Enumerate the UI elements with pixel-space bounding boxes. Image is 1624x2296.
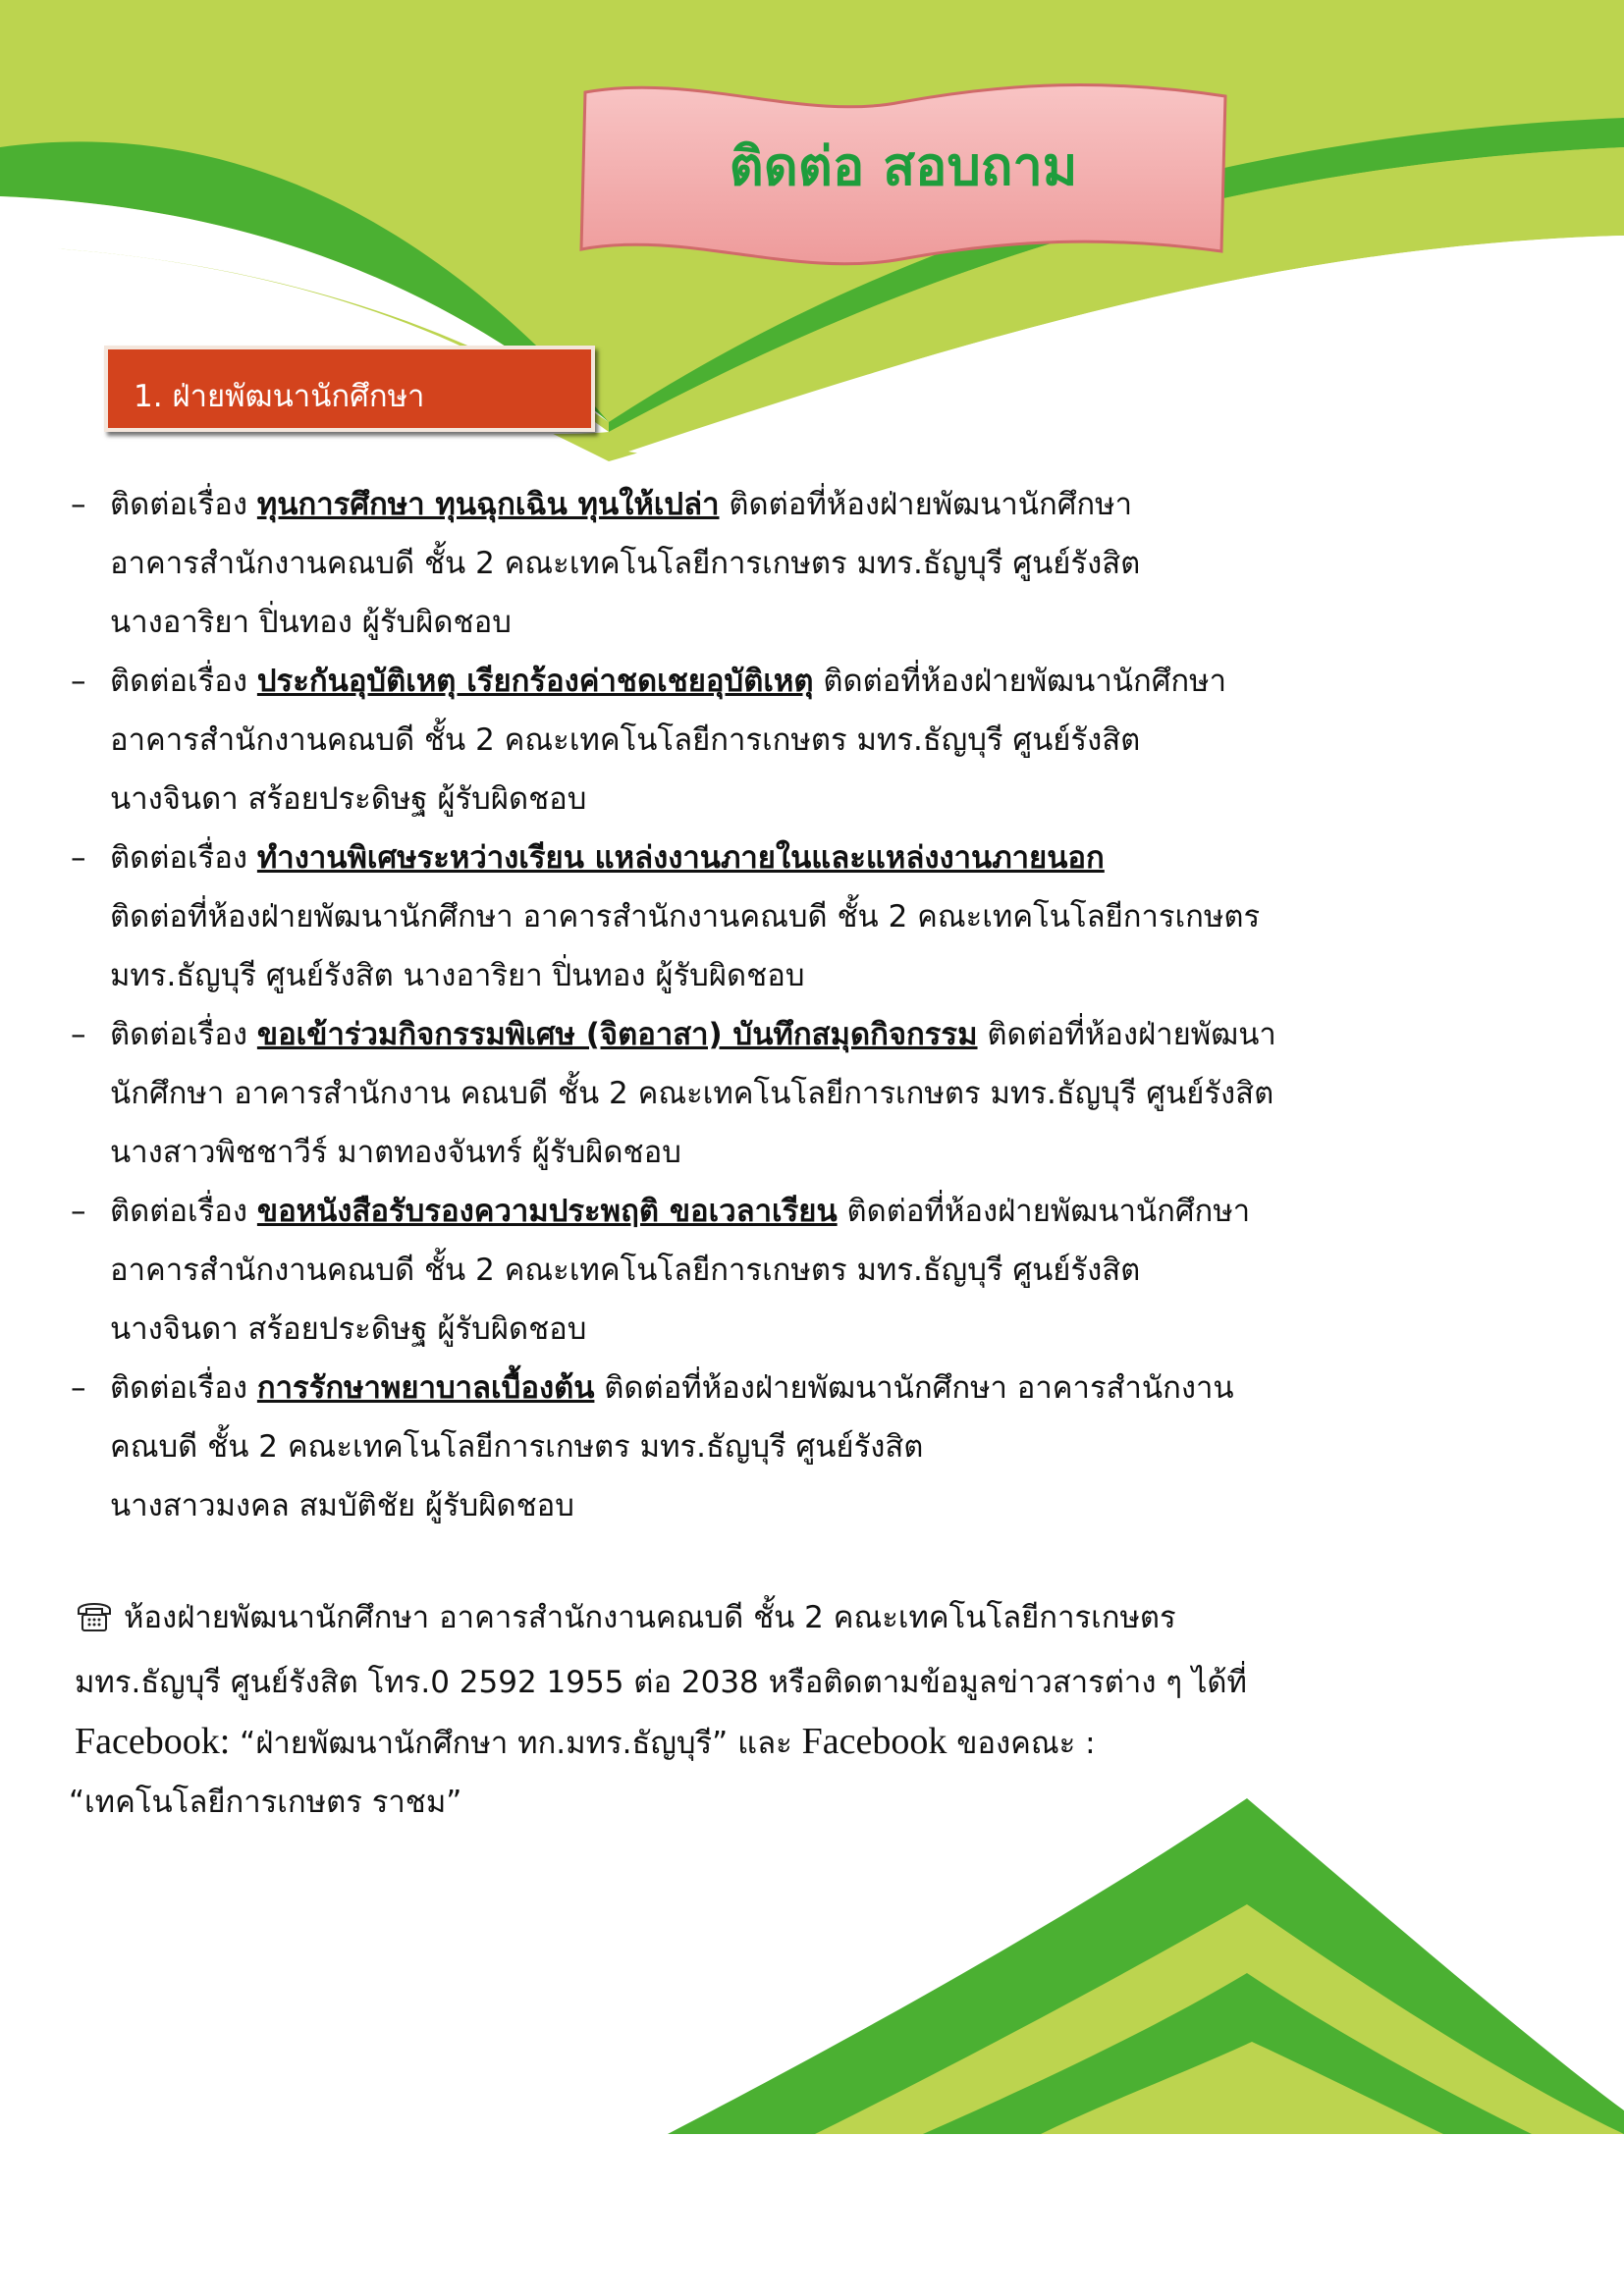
item-line-1 xyxy=(110,1359,1583,1417)
item-topic: ทำงานพิเศษระหว่างเรียน แหล่งงานภายในและแหล่งงานภายนอก xyxy=(256,840,1105,876)
item-line-2: ติดต่อที่ห้องฝ่ายพัฒนานักศึกษา อาคารสำนักงานคณบดี ชั้น 2 คณะเทคโนโลยีการเกษตร xyxy=(110,899,1261,934)
contact-text-1: ห้องฝ่ายพัฒนานักศึกษา อาคารสำนักงานคณบดี ชั้น 2 คณะเทคโนโลยีการเกษตร xyxy=(124,1600,1176,1635)
title-banner xyxy=(577,82,1229,289)
item-line-3: นางสาวมงคล สมบัติชัย ผู้รับผิดชอบ xyxy=(110,1488,574,1523)
item-line-1 xyxy=(110,652,1583,711)
list-dash: – xyxy=(71,664,86,699)
list-item xyxy=(71,475,1583,652)
item-line-3: นางจินดา สร้อยประดิษฐ ผู้รับผิดชอบ xyxy=(110,781,587,817)
item-lead: ติดต่อเรื่อง xyxy=(110,664,248,699)
list-dash: – xyxy=(71,1017,86,1052)
item-topic: การรักษาพยาบาลเบื้องต้น xyxy=(256,1370,595,1406)
item-topic: ประกันอุบัติเหตุ เรียกร้องค่าชดเชยอุบัติเหตุ xyxy=(256,664,814,699)
facebook-label-2: Facebook xyxy=(801,1721,947,1762)
item-line-2: อาคารสำนักงานคณบดี ชั้น 2 คณะเทคโนโลยีการเกษตร มทร.ธัญบุรี ศูนย์รังสิต xyxy=(110,722,1141,758)
facebook-label: Facebook: xyxy=(75,1721,231,1762)
contact-line-3 xyxy=(75,1712,1587,1773)
item-lead: ติดต่อเรื่อง xyxy=(110,1370,248,1406)
item-line-3: นางอาริยา ปิ่นทอง ผู้รับผิดชอบ xyxy=(110,605,512,640)
item-line-3: นางสาวพิชชาวีร์ มาตทองจันทร์ ผู้รับผิดชอบ xyxy=(110,1135,681,1170)
contact-items-list xyxy=(71,475,1583,1535)
section-heading: 1. ฝ่ายพัฒนานักศึกษา xyxy=(134,379,425,414)
item-lead: ติดต่อเรื่อง xyxy=(110,487,248,522)
list-item xyxy=(71,1359,1583,1535)
item-line-1 xyxy=(110,828,1583,887)
contact-line-4: “เทคโนโลยีการเกษตร ราชม” xyxy=(69,1785,462,1820)
item-line-1 xyxy=(110,1182,1583,1241)
contact-info xyxy=(69,1588,1587,1832)
list-dash: – xyxy=(71,840,86,876)
item-line-2: อาคารสำนักงานคณบดี ชั้น 2 คณะเทคโนโลยีการเกษตร มทร.ธัญบุรี ศูนย์รังสิต xyxy=(110,1253,1141,1288)
item-lead: ติดต่อเรื่อง xyxy=(110,1017,248,1052)
list-item xyxy=(71,1005,1583,1182)
item-rest: ติดต่อที่ห้องฝ่ายพัฒนานักศึกษา อาคารสำนักงาน xyxy=(604,1370,1234,1406)
list-item xyxy=(71,652,1583,828)
telephone-icon xyxy=(75,1594,114,1653)
page-title: ติดต่อ สอบถาม xyxy=(729,135,1078,197)
item-rest: ติดต่อที่ห้องฝ่ายพัฒนานักศึกษา xyxy=(823,664,1227,699)
facebook-page-name: “ฝ่ายพัฒนานักศึกษา ทก.มทร.ธัญบุรี” และ xyxy=(240,1726,792,1761)
item-line-2: นักศึกษา อาคารสำนักงาน คณบดี ชั้น 2 คณะเทคโนโลยีการเกษตร มทร.ธัญบุรี ศูนย์รังสิต xyxy=(110,1076,1274,1111)
contact-line-1 xyxy=(75,1588,1587,1653)
item-topic: ทุนการศึกษา ทุนฉุกเฉิน ทุนให้เปล่า xyxy=(256,487,720,522)
item-topic: ขอหนังสือรับรองความประพฤติ ขอเวลาเรียน xyxy=(256,1194,838,1229)
item-line-3: นางจินดา สร้อยประดิษฐ ผู้รับผิดชอบ xyxy=(110,1311,587,1347)
list-dash: – xyxy=(71,487,86,522)
faculty-label: ของคณะ : xyxy=(956,1726,1096,1761)
item-line-1 xyxy=(110,475,1583,534)
list-item xyxy=(71,828,1583,1005)
contact-line-2: มทร.ธัญบุรี ศูนย์รังสิต โทร.0 2592 1955 ต่อ 2038 หรือติดตามข้อมูลข่าวสารต่าง ๆ ได้ที่ xyxy=(75,1665,1247,1700)
list-dash: – xyxy=(71,1194,86,1229)
item-rest: ติดต่อที่ห้องฝ่ายพัฒนานักศึกษา xyxy=(729,487,1133,522)
list-dash: – xyxy=(71,1370,86,1406)
item-topic: ขอเข้าร่วมกิจกรรมพิเศษ (จิตอาสา) บันทึกสมุดกิจกรรม xyxy=(256,1017,978,1052)
item-rest: ติดต่อที่ห้องฝ่ายพัฒนา xyxy=(987,1017,1276,1052)
item-line-3: มทร.ธัญบุรี ศูนย์รังสิต นางอาริยา ปิ่นทอง ผู้รับผิดชอบ xyxy=(110,958,805,993)
item-line-1 xyxy=(110,1005,1583,1064)
item-rest: ติดต่อที่ห้องฝ่ายพัฒนานักศึกษา xyxy=(846,1194,1251,1229)
list-item xyxy=(71,1182,1583,1359)
item-lead: ติดต่อเรื่อง xyxy=(110,1194,248,1229)
section-heading-box xyxy=(104,346,595,432)
item-lead: ติดต่อเรื่อง xyxy=(110,840,248,876)
item-line-2: อาคารสำนักงานคณบดี ชั้น 2 คณะเทคโนโลยีการเกษตร มทร.ธัญบุรี ศูนย์รังสิต xyxy=(110,546,1141,581)
item-line-2: คณบดี ชั้น 2 คณะเทคโนโลยีการเกษตร มทร.ธัญบุรี ศูนย์รังสิต xyxy=(110,1429,924,1465)
